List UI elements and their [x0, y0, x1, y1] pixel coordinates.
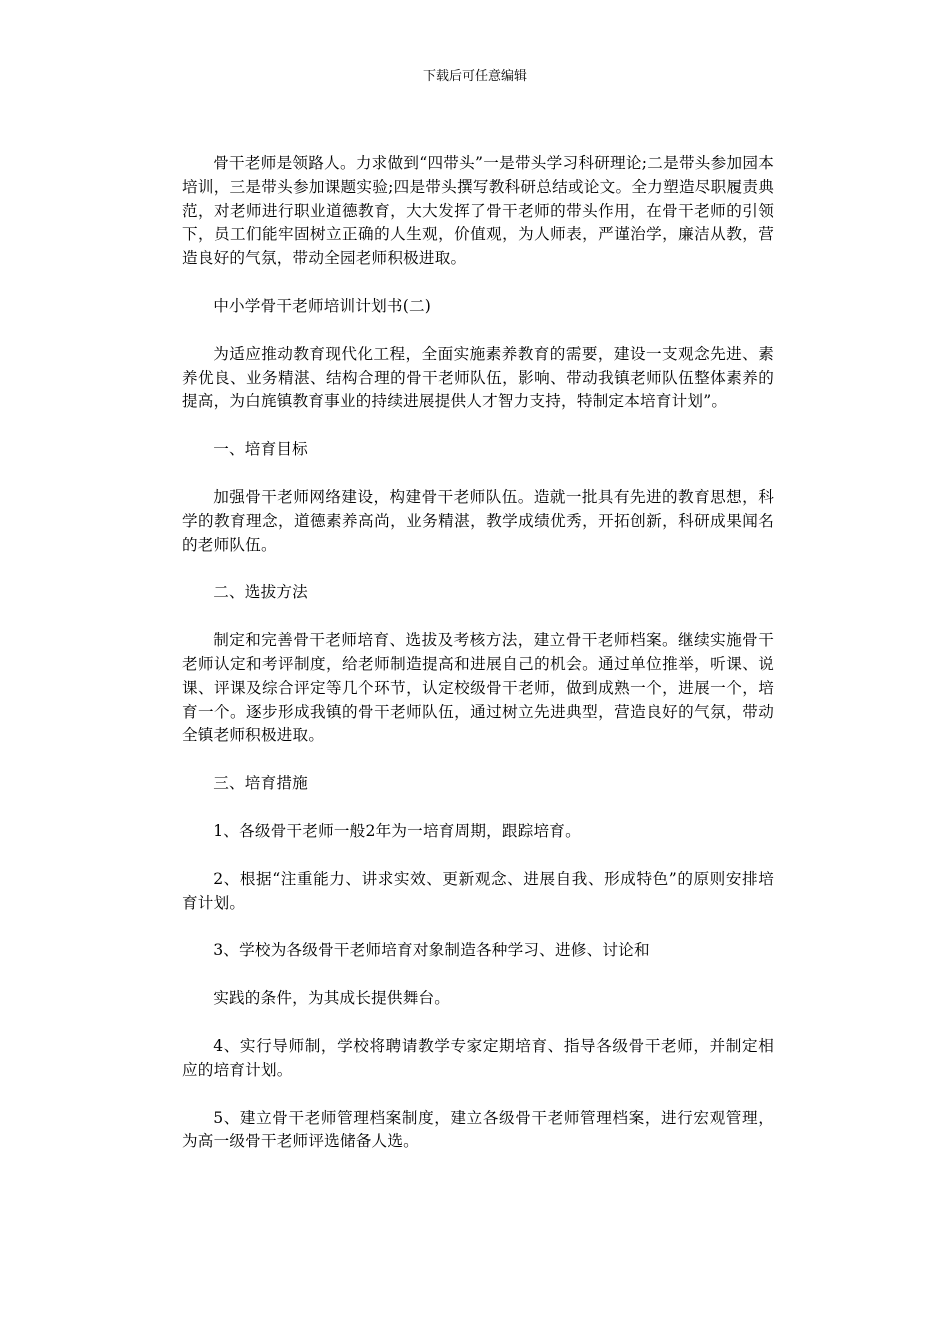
paragraph-selection-methods: 制定和完善骨干老师培育、选拔及考核方法，建立骨干老师档案。继续实施骨干老师认定和考评制度，给老师制造提高和进展自己的机会。通过单位推举，听课、说课、评课及综合评定等几个环节，认定校级骨干老师，做到成熟一个，进展一个，培育一个。逐步形成我镇的骨干老师队伍，通过树立先进典型，营造良好的气氛，带动全镇老师积极进取。 — [182, 631, 774, 745]
measure-item-3: 3、学校为各级骨干老师培育对象制造各种学习、进修、讨论和 — [213, 941, 650, 960]
heading-training-goals: 一、培育目标 — [213, 440, 308, 459]
measure-item-1: 1、各级骨干老师一般2年为一培育周期，跟踪培育。 — [213, 821, 581, 840]
header-note: 下载后可任意编辑 — [422, 69, 527, 84]
measure-item-4: 4、实行导师制，学校将聘请教学专家定期培育、指导各级骨干老师，并制定相应的培育计划。 — [182, 1036, 774, 1079]
paragraph-training-goals: 加强骨干老师网络建设，构建骨干老师队伍。造就一批具有先进的教育思想，科学的教育理念，道德素养高尚，业务精湛，教学成绩优秀，开拓创新，科研成果闻名的老师队伍。 — [182, 487, 774, 554]
measure-item-2: 2、根据“注重能力、讲求实效、更新观念、进展自我、形成特色”的原则安排培育计划。 — [182, 869, 774, 912]
measure-item-5: 5、建立骨干老师管理档案制度，建立各级骨干老师管理档案，进行宏观管理，为高一级骨干老师评选储备人选。 — [182, 1108, 774, 1151]
paragraph-backbone-leaders: 骨干老师是领路人。力求做到“四带头”一是带头学习科研理论;二是带头参加园本培训，三是带头参加课题实验;四是带头撰写教科研总结或论文。全力塑造尽职履责典范，对老师进行职业道德教育，大大发挥了骨干老师的带头作用，在骨干老师的引领下，员工们能牢固树立正确的人生观，价值观，为人师表，严谨治学，廉洁从教，营造良好的气氛，带动全园老师积极进取。 — [182, 154, 774, 268]
heading-training-measures: 三、培育措施 — [213, 774, 308, 793]
heading-selection-methods: 二、选拔方法 — [213, 583, 308, 602]
document-body — [182, 152, 774, 1154]
section-title: 中小学骨干老师培训计划书(二) — [213, 296, 432, 315]
paragraph-intro: 为适应推动教育现代化工程，全面实施素养教育的需要，建设一支观念先进、素养优良、业务精湛、结构合理的骨干老师队伍，影响、带动我镇老师队伍整体素养的提高，为白旄镇教育事业的持续进展提供人才智力支持，特制定本培育计划”。 — [182, 344, 774, 411]
measure-item-3-continued: 实践的条件，为其成长提供舞台。 — [213, 989, 451, 1008]
